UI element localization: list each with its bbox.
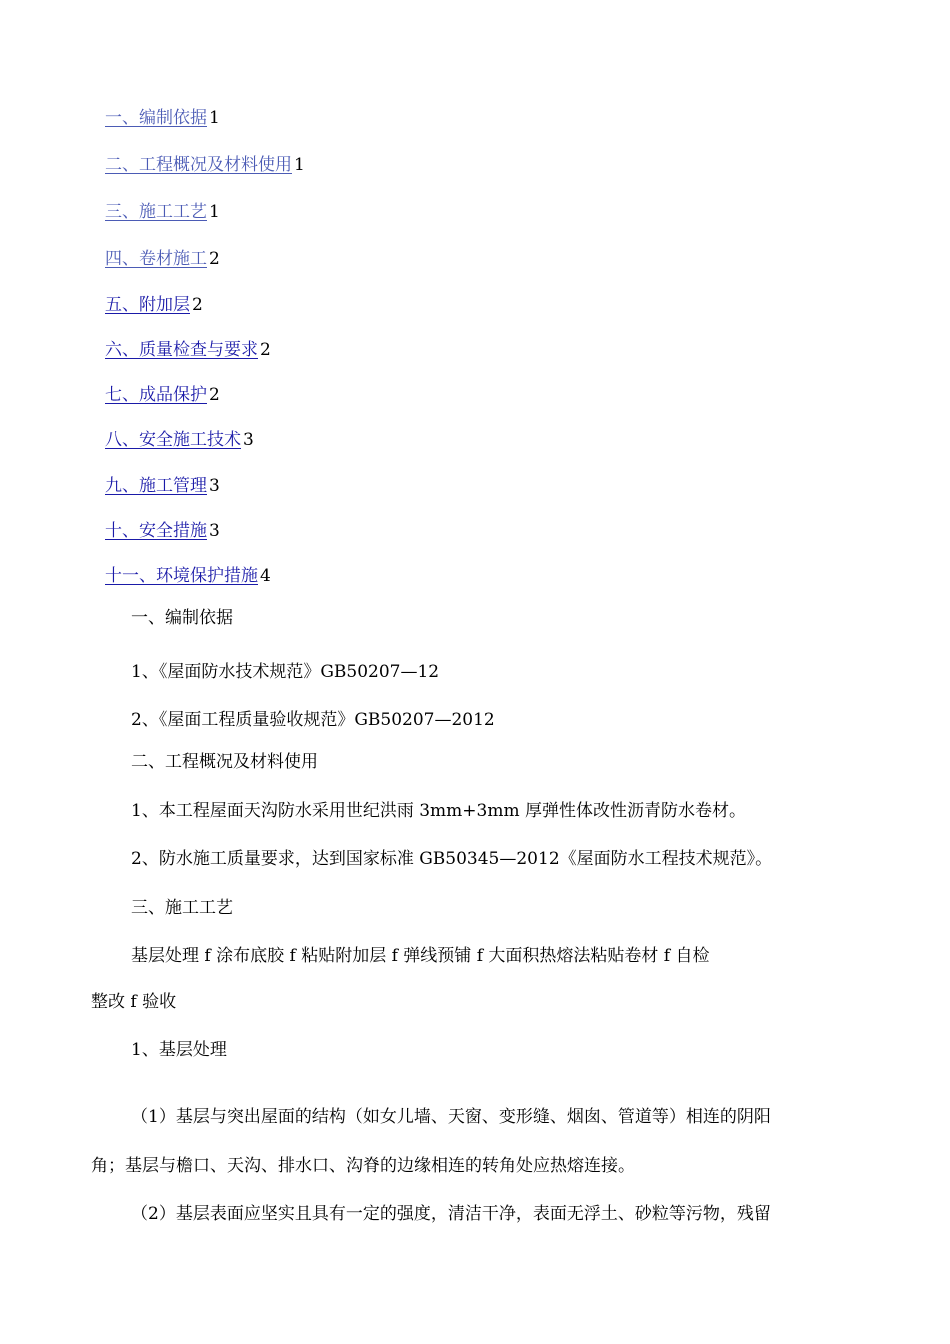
toc-page-number: 1 xyxy=(209,108,220,128)
toc-link[interactable]: 三、施工工艺 xyxy=(105,202,207,222)
toc-page-number: 3 xyxy=(243,430,254,450)
toc-page-number: 1 xyxy=(294,155,305,175)
toc-link[interactable]: 七、成品保护 xyxy=(105,385,207,405)
toc-item xyxy=(105,248,220,270)
toc-link[interactable]: 九、施工管理 xyxy=(105,476,207,496)
toc-page-number: 3 xyxy=(209,476,220,496)
reference-item: 1、《屋面防水技术规范》GB50207—12 xyxy=(131,662,440,682)
process-flow-line: 基层处理 f 涂布底胶 f 粘贴附加层 f 弹线预铺 f 大面积热熔法粘贴卷材 f 自检 xyxy=(131,946,710,966)
toc-item xyxy=(105,154,305,176)
toc-page-number: 2 xyxy=(260,340,271,360)
section-heading-3: 三、施工工艺 xyxy=(131,898,233,918)
toc-link[interactable]: 十、安全措施 xyxy=(105,521,207,541)
toc-page-number: 2 xyxy=(209,385,220,405)
section-heading-1: 一、编制依据 xyxy=(131,608,233,628)
toc-page-number: 2 xyxy=(192,295,203,315)
toc-page-number: 1 xyxy=(209,202,220,222)
paragraph: （1）基层与突出屋面的结构（如女儿墙、天窗、变形缝、烟囱、管道等）相连的阴阳 xyxy=(131,1107,771,1127)
toc-page-number: 4 xyxy=(260,566,271,586)
toc-item xyxy=(105,565,271,587)
toc-link[interactable]: 五、附加层 xyxy=(105,295,190,315)
toc-link[interactable]: 八、安全施工技术 xyxy=(105,430,241,450)
toc-item xyxy=(105,384,220,406)
toc-item xyxy=(105,201,220,223)
paragraph: 1、本工程屋面天沟防水采用世纪洪雨 3mm+3mm 厚弹性体改性沥青防水卷材。 xyxy=(131,801,746,821)
toc-item xyxy=(105,520,220,542)
reference-item: 2、《屋面工程质量验收规范》GB50207—2012 xyxy=(131,710,495,730)
toc-page-number: 3 xyxy=(209,521,220,541)
paragraph: （2）基层表面应坚实且具有一定的强度，清洁干净，表面无浮土、砂粒等污物，残留 xyxy=(131,1204,771,1224)
toc-item xyxy=(105,429,254,451)
toc-link[interactable]: 二、工程概况及材料使用 xyxy=(105,155,292,175)
toc-link[interactable]: 四、卷材施工 xyxy=(105,249,207,269)
section-heading-2: 二、工程概况及材料使用 xyxy=(131,752,318,772)
toc-item xyxy=(105,339,271,361)
toc-item xyxy=(105,107,220,129)
paragraph: 角；基层与檐口、天沟、排水口、沟脊的边缘相连的转角处应热熔连接。 xyxy=(91,1156,635,1176)
paragraph: 2、防水施工质量要求，达到国家标准 GB50345—2012《屋面防水工程技术规范》。 xyxy=(131,849,773,869)
subsection-heading: 1、基层处理 xyxy=(131,1040,227,1060)
toc-link[interactable]: 一、编制依据 xyxy=(105,108,207,128)
toc-item xyxy=(105,475,220,497)
toc-item xyxy=(105,294,203,316)
toc-link[interactable]: 六、质量检查与要求 xyxy=(105,340,258,360)
toc-page-number: 2 xyxy=(209,249,220,269)
toc-link[interactable]: 十一、环境保护措施 xyxy=(105,566,258,586)
process-flow-line: 整改 f 验收 xyxy=(91,992,177,1012)
